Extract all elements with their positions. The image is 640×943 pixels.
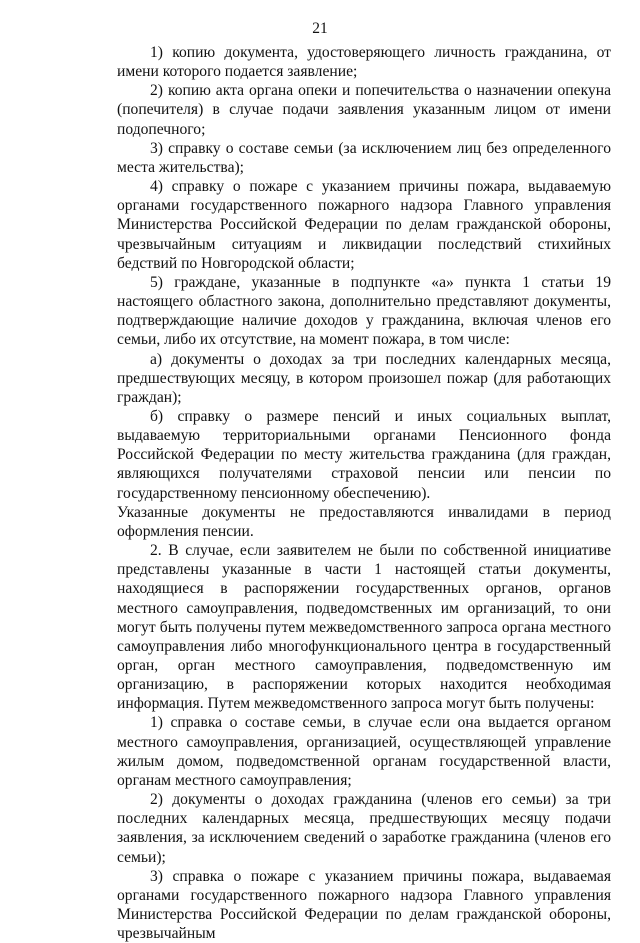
paragraph-request-item-3: 3) справка о пожаре с указанием причины пожара, выдаваемая органами государственного пожарного надзора Главного управления Министерства Российской Федерации по делам гражданской обороны, чрезвычайным: [117, 867, 611, 943]
paragraph-request-item-1: 1) справка о составе семьи, в случае если она выдается органом местного самоуправления, организацией, осуществляющей управление жилым домом, подведомственной органам государственной власти, органам местного самоуправления;: [117, 714, 611, 789]
paragraph-disabled-exception: Указанные документы не предоставляются инвалидами в период оформления пенсии.: [117, 503, 611, 540]
paragraph-item-4-fire-certificate: 4) справку о пожаре с указанием причины пожара, выдаваемую органами государственного пожарного надзора Главного управления Министерства Российской Федерации по делам гражданской обороны, чрезвычайным ситуациям и ликвидации последствий стихийных бедствий по Новгородской области;: [117, 178, 611, 272]
paragraph-item-5-income-documents: 5) граждане, указанные в подпункте «а» пункта 1 статьи 19 настоящего областного закона, дополнительно представляют документы, подтверждающие наличие доходов у гражданина, включая членов его семьи, либо их отсутствие, на момент пожара, в том числе:: [117, 273, 611, 349]
page-number: 21: [312, 20, 328, 37]
document-body: [117, 43, 611, 943]
paragraph-item-2-guardianship-act: 2) копию акта органа опеки и попечительства о назначении опекуна (попечителя) в случае подачи заявления указанным лицом от имени подопечного;: [117, 82, 611, 138]
paragraph-subitem-b-pension-certificate: б) справку о размере пенсий и иных социальных выплат, выдаваемую территориальными органами Пенсионного фонда Российской Федерации по месту жительства гражданина (для граждан, являющихся получателями страховой пенсии или пенсии по государственному пенсионному обеспечению).: [117, 407, 611, 502]
paragraph-item-1-identity-document: 1) копию документа, удостоверяющего личность гражданина, от имени которого подается заявление;: [117, 44, 611, 81]
paragraph-item-3-family-composition: 3) справку о составе семьи (за исключением лиц без определенного места жительства);: [117, 139, 611, 176]
paragraph-request-item-2: 2) документы о доходах гражданина (членов его семьи) за три последних календарных месяца, предшествующих месяцу подачи заявления, за исключением сведений о заработке гражданина (членов его семьи);: [117, 791, 611, 866]
paragraph-part-2-interagency-request: 2. В случае, если заявителем не были по собственной инициативе представлены указанные в части 1 настоящей статьи документы, находящиеся в распоряжении государственных органов, органов местного самоуправления, подведомственных им организаций, то они могут быть получены путем межведомственного запроса органа местного самоуправления либо многофункционального центра в государственный орган, орган местного самоуправления, подведомственную им организацию, в распоряжении которых находится необходимая информация. Путем межведомственного запроса могут быть получены:: [117, 542, 611, 713]
paragraph-subitem-a-income-docs: а) документы о доходах за три последних календарных месяца, предшествующих месяцу, в котором произошел пожар (для работающих граждан);: [117, 350, 611, 406]
